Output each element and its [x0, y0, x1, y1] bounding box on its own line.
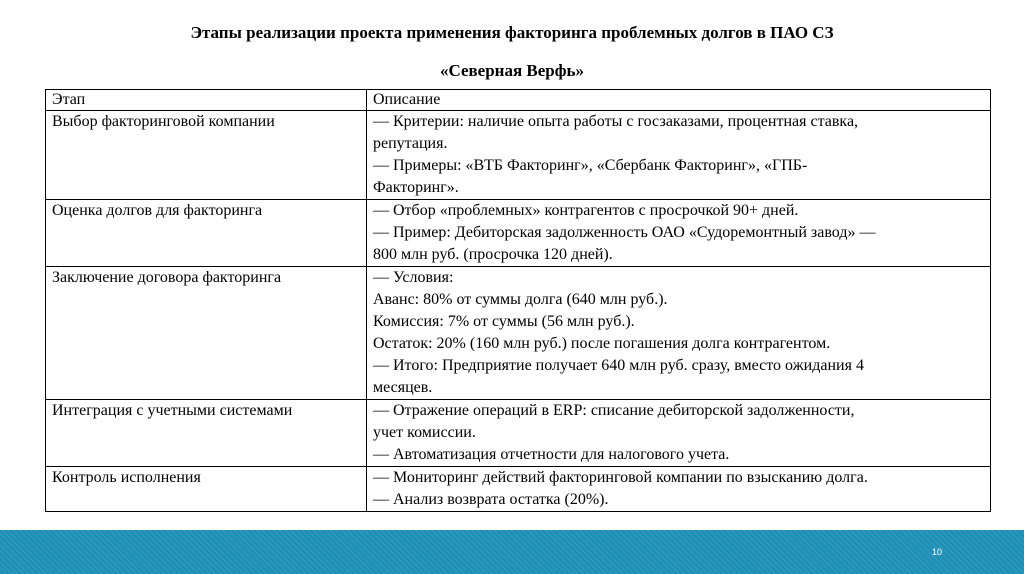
description-line: месяцев.	[373, 379, 433, 396]
description-line: — Отбор «проблемных» контрагентов с просрочкой 90+ дней.	[373, 202, 799, 219]
header-stage: Этап	[46, 90, 367, 111]
stages-table	[45, 89, 991, 512]
footer-bar	[0, 530, 1024, 574]
description-cell	[367, 467, 991, 512]
stage-cell: Интеграция с учетными системами	[46, 400, 367, 467]
description-cell	[367, 200, 991, 267]
description-cell	[367, 267, 991, 400]
description-line: репутация.	[373, 135, 448, 152]
description-cell	[367, 400, 991, 467]
table-header-row	[46, 90, 991, 111]
description-line: Факторинг».	[373, 179, 459, 196]
header-description: Описание	[367, 90, 991, 111]
description-cell	[367, 111, 991, 200]
description-line: — Анализ возврата остатка (20%).	[373, 491, 609, 508]
slide-title-company: «Северная Верфь»	[439, 61, 585, 80]
table-row	[46, 467, 991, 512]
description-line: — Условия:	[373, 269, 454, 286]
table-row	[46, 200, 991, 267]
description-line: учет комиссии.	[373, 424, 476, 441]
description-line: — Пример: Дебиторская задолженность ОАО «Судоремонтный завод» —	[373, 224, 876, 241]
table-row	[46, 400, 991, 467]
stage-cell: Выбор факторинговой компании	[46, 111, 367, 200]
description-line: Аванс: 80% от суммы долга (640 млн руб.).	[373, 291, 668, 308]
description-line: Остаток: 20% (160 млн руб.) после погашения долга контрагентом.	[373, 335, 831, 352]
description-line: Комиссия: 7% от суммы (56 млн руб.).	[373, 313, 635, 330]
description-line: — Мониторинг действий факторинговой компании по взысканию долга.	[373, 469, 868, 486]
description-line: 800 млн руб. (просрочка 120 дней).	[373, 246, 613, 263]
table-row	[46, 267, 991, 400]
stage-cell: Контроль исполнения	[46, 467, 367, 512]
description-line: — Критерии: наличие опыта работы с госзаказами, процентная ставка,	[373, 113, 859, 130]
description-line: — Примеры: «ВТБ Факторинг», «Сбербанк Факторинг», «ГПБ-	[373, 157, 808, 174]
table-row	[46, 111, 991, 200]
description-line: — Отражение операций в ERP: списание дебиторской задолженности,	[373, 402, 855, 419]
description-line: — Итого: Предприятие получает 640 млн руб. сразу, вместо ожидания 4	[373, 357, 864, 374]
slide-title: Этапы реализации проекта применения факторинга проблемных долгов в ПАО СЗ	[190, 23, 834, 42]
page-number: 10	[931, 547, 942, 557]
description-line: — Автоматизация отчетности для налогового учета.	[373, 446, 730, 463]
stage-cell: Оценка долгов для факторинга	[46, 200, 367, 267]
stage-cell: Заключение договора факторинга	[46, 267, 367, 400]
